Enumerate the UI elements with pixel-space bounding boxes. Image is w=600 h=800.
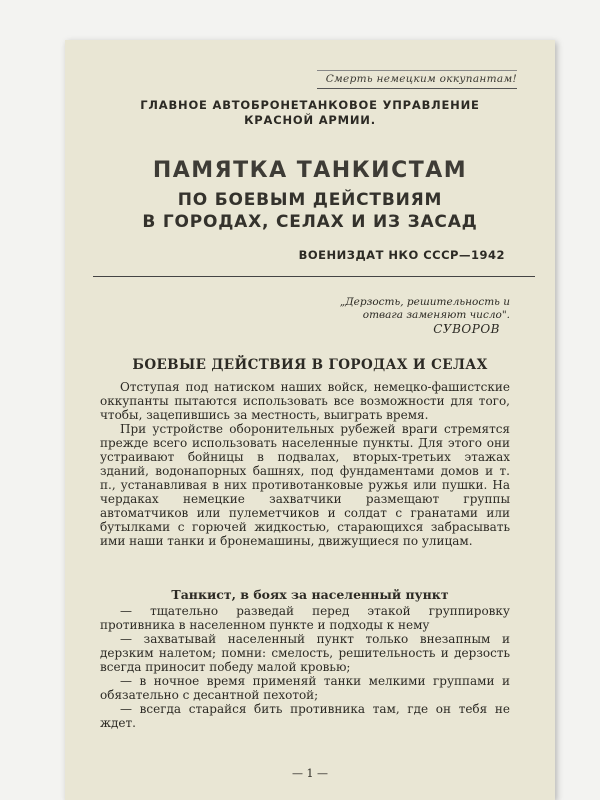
divider [93,276,535,277]
document-title: ПАМЯТКА ТАНКИСТАМ [152,158,468,183]
motto-rule-bottom [317,88,517,89]
list-item: — тщательно разведай перед этакой группировку противника в населенном пункте и подходы к нему [100,604,510,632]
document-subtitle-1: ПО БОЕВЫМ ДЕЙСТВИЯМ [177,190,443,210]
list-item: — захватывай населенный пункт только внезапным и дерзким налетом; помни: смелость, решительность и дерзость всегда приносит победу малой кровью; [100,632,510,674]
department-line-1: ГЛАВНОЕ АВТОБРОНЕТАНКОВОЕ УПРАВЛЕНИЕ [140,98,480,112]
epigraph-line-1: „Дерзость, решительность и [339,296,510,308]
motto: Смерть немецким оккупантам! [325,73,517,85]
epigraph-line-2: отвага заменяют число". [362,309,510,321]
publisher: ВОЕНИЗДАТ НКО СССР—1942 [298,248,505,262]
subsection-title: Танкист, в боях за населенный пункт [171,587,449,602]
list-item: — в ночное время применяй танки мелкими группами и обязательно с десантной пехотой; [100,674,510,702]
paragraph: При устройстве оборонительных рубежей враги стремятся прежде всего использовать населенные пункты. Для этого они устраивают бойницы в подвалах, вторых-третьих этажах зданий, водонапорных башнях, под фундаментами домов и т. п., устанавливая в них противотанковые ружья или пушки. На чердаках немецкие захватчики размещают группы автоматчиков или пулеметчиков и солдат с гранатами или бутылками с горючей жидкостью, старающихся забрасывать ими наши танки и бронемашины, движущиеся по улицам. [100,422,510,548]
instruction-list [100,604,510,730]
document-subtitle-2: В ГОРОДАХ, СЕЛАХ И ИЗ ЗАСАД [142,212,478,232]
section-body [100,380,510,548]
epigraph [310,296,510,322]
motto-rule-top [317,70,517,71]
epigraph-author: СУВОРОВ [433,322,500,336]
document-page [65,40,555,800]
department-line-2: КРАСНОЙ АРМИИ. [244,113,376,127]
paragraph: Отступая под натиском наших войск, немецко-фашистские оккупанты пытаются использовать все возможности для того, чтобы, зацепившись за местность, выиграть время. [100,380,510,422]
section-title: БОЕВЫЕ ДЕЙСТВИЯ В ГОРОДАХ И СЕЛАХ [132,357,488,373]
list-item: — всегда старайся бить противника там, где он тебя не ждет. [100,702,510,730]
page-number: — 1 — [292,767,328,780]
